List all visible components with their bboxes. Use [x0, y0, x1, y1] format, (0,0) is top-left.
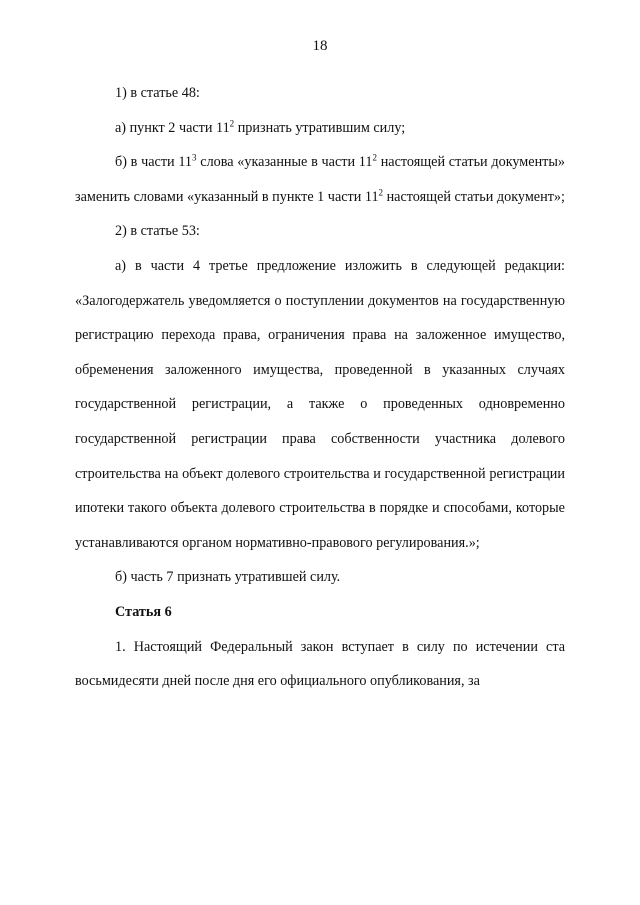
text-run: слова «указанные в части 11 — [196, 154, 373, 171]
text-run: 1. Настоящий Федеральный закон вступает в силу по истечении ста восьмидесяти дней после дня его официального опубликования, за — [75, 638, 565, 690]
article-heading — [75, 595, 565, 630]
text-run: а) пункт 2 части 11 — [115, 119, 230, 136]
text-run: Статья 6 — [115, 603, 172, 620]
text-run: настоящей статьи документ»; — [383, 188, 565, 205]
paragraph — [75, 560, 565, 595]
text-run: 2) в статье 53: — [115, 223, 200, 240]
text-run: б) в части 11 — [115, 154, 193, 171]
superscript: 2 — [229, 117, 235, 128]
text-run: 1) в статье 48: — [115, 85, 200, 101]
page-number: 18 — [312, 38, 328, 54]
document-body — [75, 76, 565, 699]
paragraph — [75, 76, 565, 111]
text-run: настоящей статьи документы» заменить словами «указанный в пункте 1 части 11 — [75, 154, 565, 205]
paragraph — [75, 111, 565, 146]
paragraph — [75, 214, 565, 249]
text-run: признать утратившим силу; — [234, 119, 406, 136]
paragraph — [75, 630, 565, 699]
superscript: 3 — [192, 152, 197, 163]
superscript: 2 — [372, 152, 377, 163]
text-run: б) часть 7 признать утратившей силу. — [115, 569, 341, 586]
paragraph — [75, 145, 565, 214]
paragraph — [75, 249, 565, 560]
text-run: а) в части 4 третье предложение изложить в следующей редакции: «Залогодержатель уведомляется о поступлении документов на государственную регистрацию перехода права, ограничения права на заложенное имущество, обременения заложенного имущества, проведенной в указанных случаях государственной регистрации, а также о проведенных одновременно государственной регистрации права собственности участника долевого строительства на объект долевого строительства и государственной регистрации ипотеки такого объекта долевого строительства в порядке и способами, которые устанавливаются органом нормативно-правового регулирования.»; — [75, 257, 565, 551]
superscript: 2 — [378, 187, 384, 198]
